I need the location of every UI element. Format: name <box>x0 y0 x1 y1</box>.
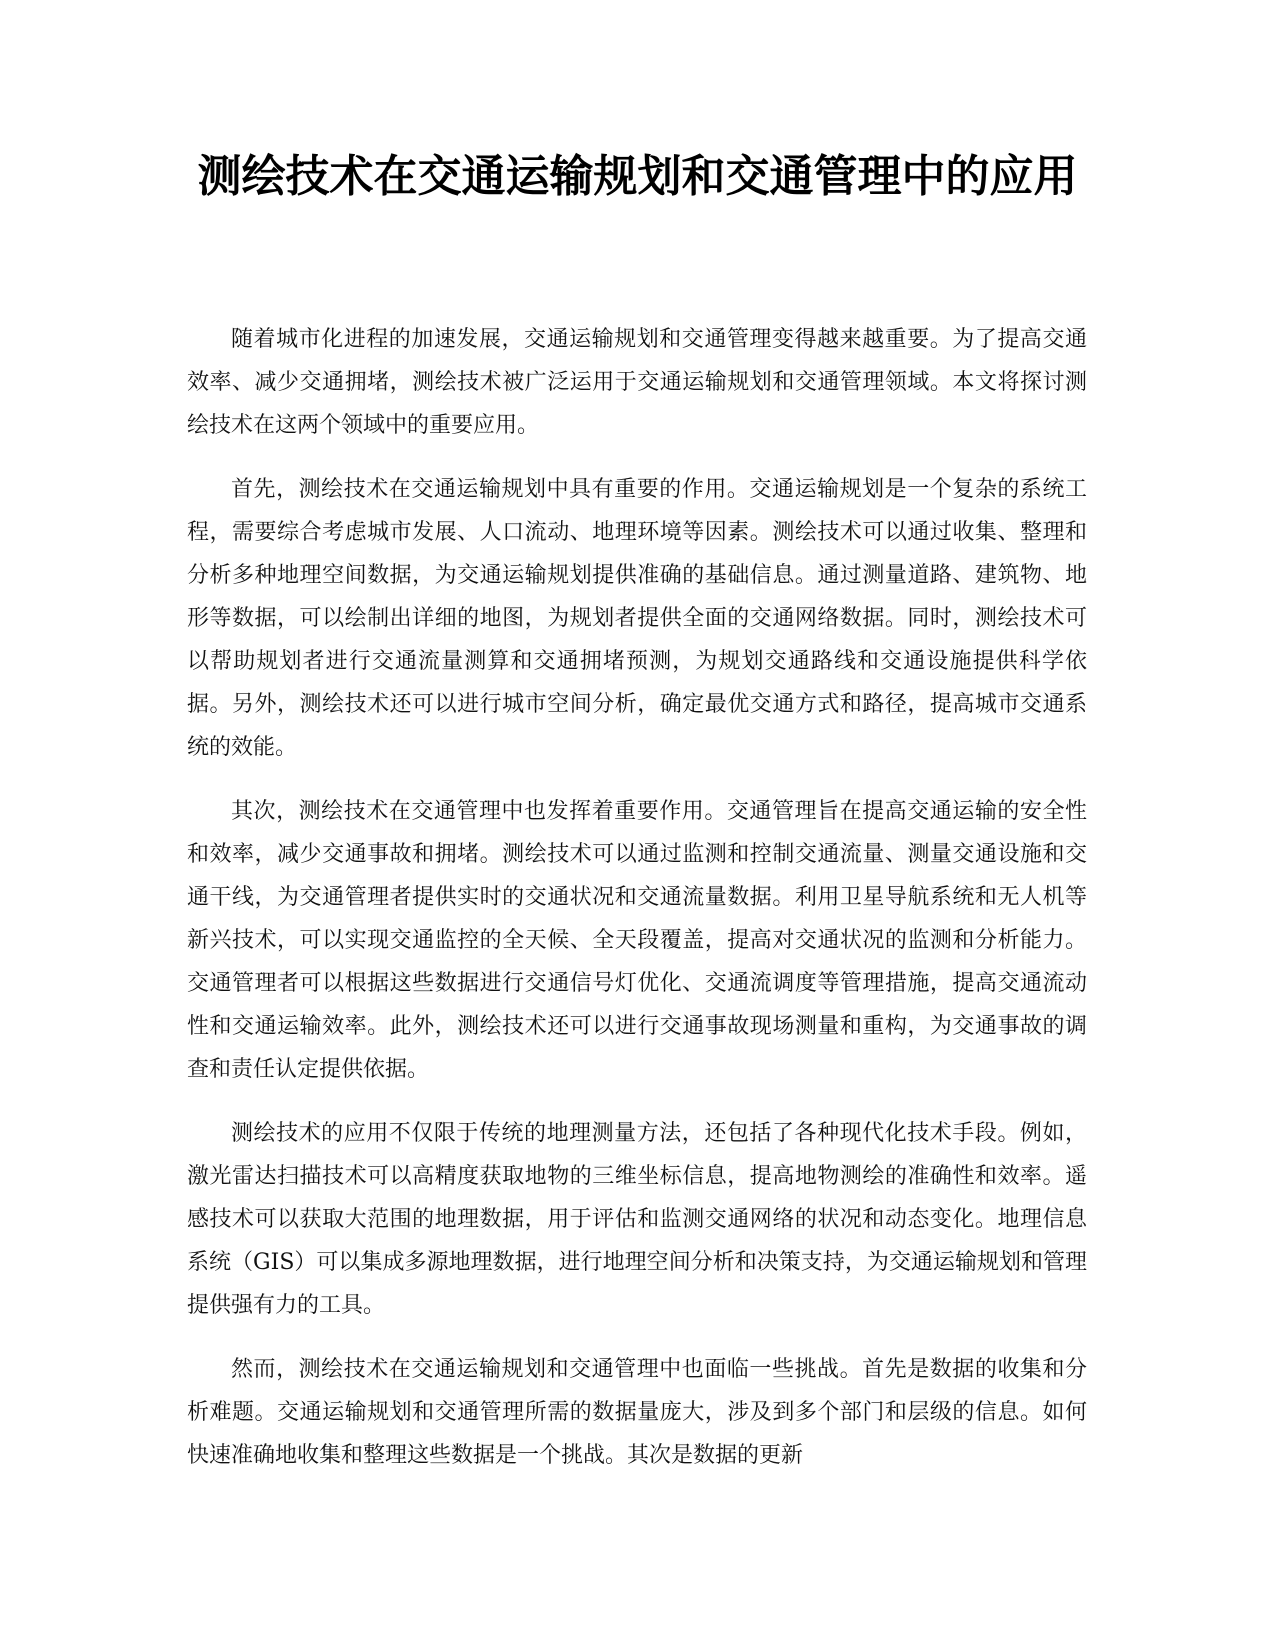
paragraph-challenges: 然而，测绘技术在交通运输规划和交通管理中也面临一些挑战。首先是数据的收集和分析难题。交通运输规划和交通管理所需的数据量庞大，涉及到多个部门和层级的信息。如何快速准确地收集和整理这些数据是一个挑战。其次是数据的更新 <box>187 1357 1087 1468</box>
paragraph-intro: 随着城市化进程的加速发展，交通运输规划和交通管理变得越来越重要。为了提高交通效率、减少交通拥堵，测绘技术被广泛运用于交通运输规划和交通管理领域。本文将探讨测绘技术在这两个领域中的重要应用。 <box>187 327 1087 438</box>
paragraph-management: 其次，测绘技术在交通管理中也发挥着重要作用。交通管理旨在提高交通运输的安全性和效率，减少交通事故和拥堵。测绘技术可以通过监测和控制交通流量、测量交通设施和交通干线，为交通管理者提供实时的交通状况和交通流量数据。利用卫星导航系统和无人机等新兴技术，可以实现交通监控的全天候、全天段覆盖，提高对交通状况的监测和分析能力。交通管理者可以根据这些数据进行交通信号灯优化、交通流调度等管理措施，提高交通流动性和交通运输效率。此外，测绘技术还可以进行交通事故现场测量和重构，为交通事故的调查和责任认定提供依据。 <box>187 799 1087 1082</box>
document-title: 测绘技术在交通运输规划和交通管理中的应用 <box>197 151 1078 202</box>
document-body <box>187 318 1087 1498</box>
paragraph-modern-techniques: 测绘技术的应用不仅限于传统的地理测量方法，还包括了各种现代化技术手段。例如，激光雷达扫描技术可以高精度获取地物的三维坐标信息，提高地物测绘的准确性和效率。遥感技术可以获取大范围的地理数据，用于评估和监测交通网络的状况和动态变化。地理信息系统（GIS）可以集成多源地理数据，进行地理空间分析和决策支持，为交通运输规划和管理提供强有力的工具。 <box>187 1121 1087 1318</box>
paragraph-planning: 首先，测绘技术在交通运输规划中具有重要的作用。交通运输规划是一个复杂的系统工程，需要综合考虑城市发展、人口流动、地理环境等因素。测绘技术可以通过收集、整理和分析多种地理空间数据，为交通运输规划提供准确的基础信息。通过测量道路、建筑物、地形等数据，可以绘制出详细的地图，为规划者提供全面的交通网络数据。同时，测绘技术可以帮助规划者进行交通流量测算和交通拥堵预测，为规划交通路线和交通设施提供科学依据。另外，测绘技术还可以进行城市空间分析，确定最优交通方式和路径，提高城市交通系统的效能。 <box>187 477 1087 760</box>
